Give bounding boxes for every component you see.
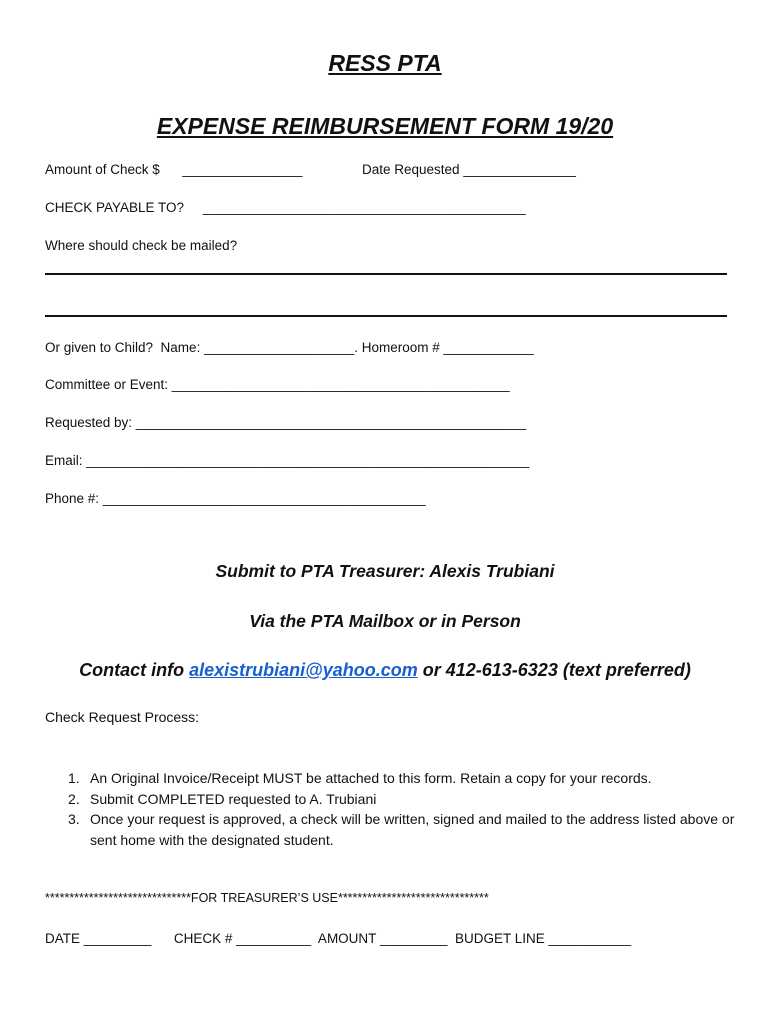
step-text: Submit COMPLETED requested to A. Trubiani bbox=[90, 790, 377, 807]
step-number: 1. bbox=[68, 770, 80, 786]
step-number: 2. bbox=[68, 790, 80, 807]
list-item bbox=[68, 768, 738, 789]
treasurer-use-banner: ******************************FOR TREASURER’S USE******************************* bbox=[45, 891, 489, 905]
contact-prefix: Contact info bbox=[79, 660, 190, 680]
requested-by-field[interactable]: Requested by: ____________________________________________________ bbox=[45, 415, 527, 430]
contact-email-link[interactable]: alexistrubiani@yahoo.com bbox=[189, 660, 418, 680]
mail-address-line-1[interactable] bbox=[45, 273, 727, 275]
date-requested-field[interactable]: Date Requested _______________ bbox=[362, 162, 576, 177]
phone-field[interactable]: Phone #: ___________________________________________ bbox=[45, 491, 426, 506]
mail-address-line-2[interactable] bbox=[45, 315, 727, 317]
process-heading: Check Request Process: bbox=[45, 709, 200, 725]
treasurer-fields-line[interactable]: DATE _________ CHECK # __________ AMOUNT _________ BUDGET LINE ___________ bbox=[45, 931, 632, 946]
committee-field[interactable]: Committee or Event: _____________________________________________ bbox=[45, 377, 510, 392]
mail-address-label: Where should check be mailed? bbox=[45, 238, 238, 253]
step-text: An Original Invoice/Receipt MUST be attached to this form. Retain a copy for your records. bbox=[90, 770, 652, 786]
submit-to-treasurer: Submit to PTA Treasurer: Alexis Trubiani bbox=[215, 561, 555, 581]
contact-info bbox=[0, 660, 770, 681]
process-steps-list bbox=[68, 768, 738, 850]
child-homeroom-field[interactable]: Or given to Child? Name: ____________________. Homeroom # ____________ bbox=[45, 340, 534, 355]
org-title: RESS PTA bbox=[328, 50, 442, 76]
payable-to-field[interactable]: CHECK PAYABLE TO? ___________________________________________ bbox=[45, 200, 526, 215]
list-item bbox=[68, 789, 738, 810]
list-item bbox=[68, 809, 738, 850]
contact-suffix: or 412-613-6323 (text preferred) bbox=[417, 660, 691, 680]
step-text: Once your request is approved, a check will be written, signed and mailed to the address listed above or sent home with the designated student. bbox=[90, 811, 735, 848]
email-field[interactable]: Email: ___________________________________________________________ bbox=[45, 453, 530, 468]
form-title: EXPENSE REIMBURSEMENT FORM 19/20 bbox=[156, 113, 614, 139]
submit-method: Via the PTA Mailbox or in Person bbox=[249, 611, 521, 631]
amount-field[interactable]: Amount of Check $ ________________ bbox=[45, 162, 303, 177]
step-number: 3. bbox=[68, 811, 80, 827]
